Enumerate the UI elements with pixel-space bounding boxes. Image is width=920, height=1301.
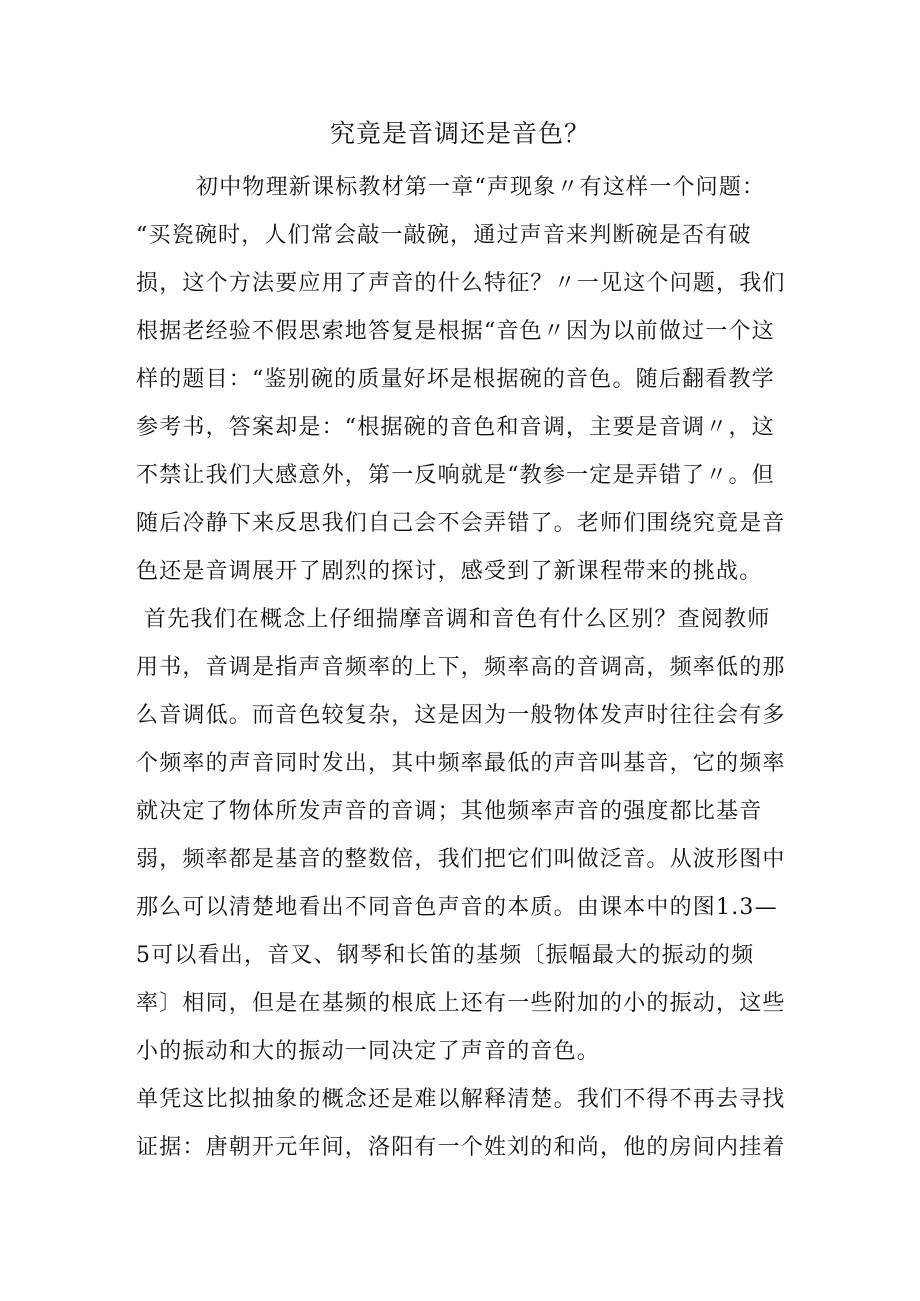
paragraph-line: 么音调低。而音色较复杂，这是因为一般物体发声时往往会有多 [136, 703, 786, 728]
paragraph-line: 样的题目：“鉴别碗的质量好坏是根据碗的音色。随后翻看教学 [136, 367, 775, 392]
paragraph-line: 损，这个方法要应用了声音的什么特征？〃一见这个问题，我们 [136, 271, 786, 296]
paragraph-line: 5可以看出，音叉、钢琴和长笛的基频〔振幅最大的振动的频 [136, 943, 755, 968]
paragraph-line: 随后冷静下来反思我们自己会不会弄错了。老师们围绕究竟是音 [136, 511, 786, 536]
paragraph-line: 率〕相同，但是在基频的根底上还有一些附加的小的振动，这些 [136, 991, 786, 1016]
paragraph-line: 就决定了物体所发声音的音调；其他频率声音的强度都比基音 [136, 799, 763, 824]
paragraph-line: 弱，频率都是基音的整数倍，我们把它们叫做泛音。从波形图中 [136, 847, 786, 872]
paragraph-line: “买瓷碗时，人们常会敲一敲碗，通过声音来判断碗是否有破 [136, 223, 752, 248]
paragraph-line: 参考书，答案却是：“根据碗的音色和音调，主要是音调〃，这 [136, 415, 775, 440]
paragraph-line: 根据老经验不假思索地答复是根据“音色〃因为以前做过一个这 [136, 319, 775, 344]
paragraph-line: 个频率的声音同时发出，其中频率最低的声音叫基音，它的频率 [136, 751, 786, 776]
paragraph-line: 不禁让我们大感意外，第一反响就是“教参一定是弄错了〃。但 [136, 463, 775, 488]
paragraph-line: 证据：唐朝开元年间，洛阳有一个姓刘的和尚，他的房间内挂着 [136, 1135, 786, 1160]
paragraph-line: 单凭这比拟抽象的概念还是难以解释清楚。我们不得不再去寻找 [136, 1087, 786, 1112]
paragraph-line: 用书，音调是指声音频率的上下，频率高的音调高，频率低的那 [136, 655, 786, 680]
paragraph-line: 小的振动和大的振动一同决定了声音的音色。 [136, 1039, 601, 1064]
paragraph-line: 初中物理新课标教材第一章“声现象〃有这样一个问题： [196, 175, 766, 200]
document-title: 究竟是音调还是音色？ [329, 119, 590, 148]
paragraph-line: 色还是音调展开了剧烈的探讨，感受到了新课程带来的挑战。 [136, 559, 763, 584]
paragraph-line: 那么可以清楚地看出不同音色声音的本质。由课本中的图1.3— [136, 895, 778, 920]
paragraph-line: 首先我们在概念上仔细揣摩音调和音色有什么区别？查阅教师 [144, 607, 771, 632]
